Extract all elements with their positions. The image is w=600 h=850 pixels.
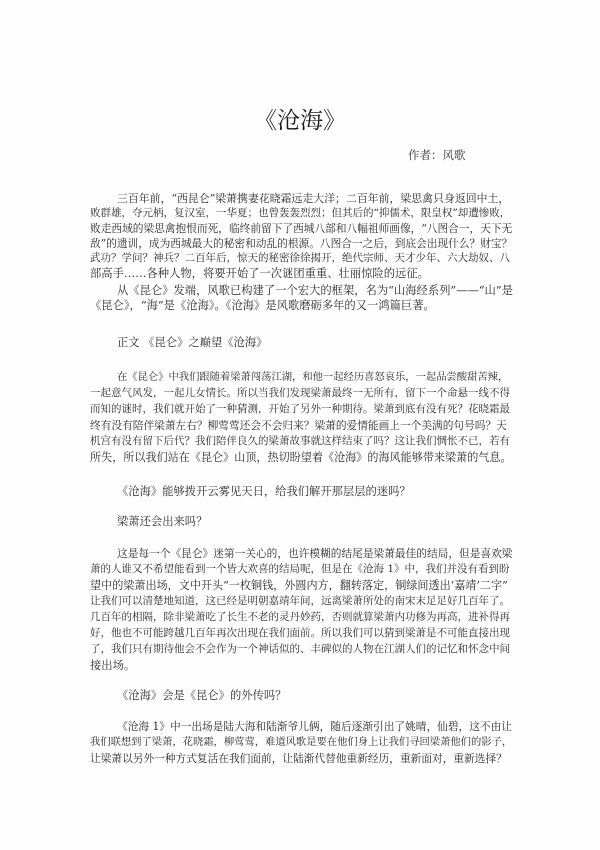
text-line: 好，他也不可能跨越几百年再次出现在我们面前。所以我们可以猜到梁萧是不可能直接出现 — [90, 627, 510, 639]
text-line: 让梁萧以另外一种方式复活在我们面前，让陆渐代替他重新经历，重新面对，重新选择？ — [90, 752, 507, 765]
question-line: 《沧海》能够拨开云雾见天日，给我们解开那层层的迷吗？ — [117, 485, 411, 498]
text-line: 部高手……各种人物，将要开始了一次谜团重重、壮丽惊险的远征。 — [90, 267, 429, 280]
text-line: 我们联想到了梁萧，花晓霜，柳莺莺，难道风歌是要在他们身上让我们寻回梁萧他们的影子， — [90, 736, 513, 748]
text-line: 敌”的遗训，成为西城最大的秘密和动乱的根源。八图合一之后，到底会出现什么？财宝？ — [90, 237, 513, 250]
text-line: 一起意气风发，一起儿女情长。所以当我们发现梁萧最终一无所有，留下一个命悬一线不得 — [90, 387, 510, 399]
text-line: 从《昆仑》发端，风歌已构建了一个宏大的框架，名为“山海经系列”——“山”是 — [117, 284, 513, 297]
text-line: 《昆仑》，“海”是《沧海》。《沧海》是风歌磨砺多年的又一鸿篇巨著。 — [90, 299, 435, 312]
text-line: 在《昆仑》中我们跟随着梁萧闯荡江湖，和他一起经历喜怒哀乐，一起品尝酸甜苦辣， — [117, 371, 509, 383]
question-line: 梁萧还会出来吗？ — [117, 515, 208, 528]
text-line: 接出场。 — [90, 659, 136, 672]
text-line: 望中的梁萧出场，文中开头“一枚铜钱，外圆内方，翻转落定，铜绿间透出‘嘉靖’二字” — [90, 579, 508, 592]
text-line: 《沧海 1》中一出场是陆大海和陆渐爷儿俩，随后逐渐引出了姚晴，仙碧，这不由让 — [117, 720, 512, 733]
text-line: 几百年的相隔，除非梁萧吃了长生不老的灵丹妙药，否则就算梁萧内功修为再高，进补得再 — [90, 611, 510, 623]
text-line: 了，我们只有期待他会不会作为一个神话似的、丰碑似的人物在江湖人们的记忆和怀念中间 — [90, 643, 510, 655]
text-line: 败走西域的梁思禽抱恨而死，临终前留下了西城八部和八幅祖师画像，“八图合一，天下无 — [90, 222, 513, 235]
author-line: 作者：风歌 — [408, 148, 466, 162]
text-line: 败群雄，夺元柄，复汉室，一华夏；也曾轰轰烈烈；但其后的“抑儒术，限皇权”却遭惨败， — [90, 207, 511, 219]
text-line: 机宫有没有留下后代？我们陪伴良久的梁萧故事就这样结束了吗？这让我们惆怅不已，若有 — [90, 435, 510, 447]
text-line: 终有没有陪伴梁萧左右？柳莺莺还会不会归来？梁萧的爱情能画上一个美满的句号吗？天 — [90, 419, 507, 432]
text-line: 这是每一个《昆仑》迷第一关心的，也许模糊的结尾是梁萧最佳的结局，但是喜欢梁 — [117, 547, 513, 560]
question-line: 《沧海》会是《昆仑》的外传吗？ — [117, 689, 287, 702]
text-line: 三百年前，“西昆仑”梁萧携妻花晓霜远走大洋；二百年前，梁思禽只身返回中土， — [117, 192, 510, 205]
text-line: 武功？学问？神兵？二百年后，惊天的秘密徐徐揭开，绝代宗师、天才少年、六大劫奴、八 — [90, 252, 510, 264]
text-line: 让我们可以清楚地知道，这已经是明朝嘉靖年间，远离梁萧所处的南宋末足足好几百年了。 — [90, 595, 510, 607]
text-line: 所失，所以我们站在《昆仑》山顶，热切盼望着《沧海》的海风能够带来梁萧的气息。 — [90, 451, 512, 464]
section-heading: 正文 《昆仑》之巅望《沧海》 — [117, 336, 268, 349]
text-line: 萧的人谁又不希望能看到一个皆大欢喜的结局呢，但是在《沧海 1》中，我们并没有看到盼 — [90, 563, 510, 575]
text-line: 而知的谜时，我们就开始了一种猜测，开始了另外一种期待。梁萧到底有没有死？花晓霜最 — [90, 403, 510, 415]
document-title: 《沧海》 — [254, 108, 346, 134]
